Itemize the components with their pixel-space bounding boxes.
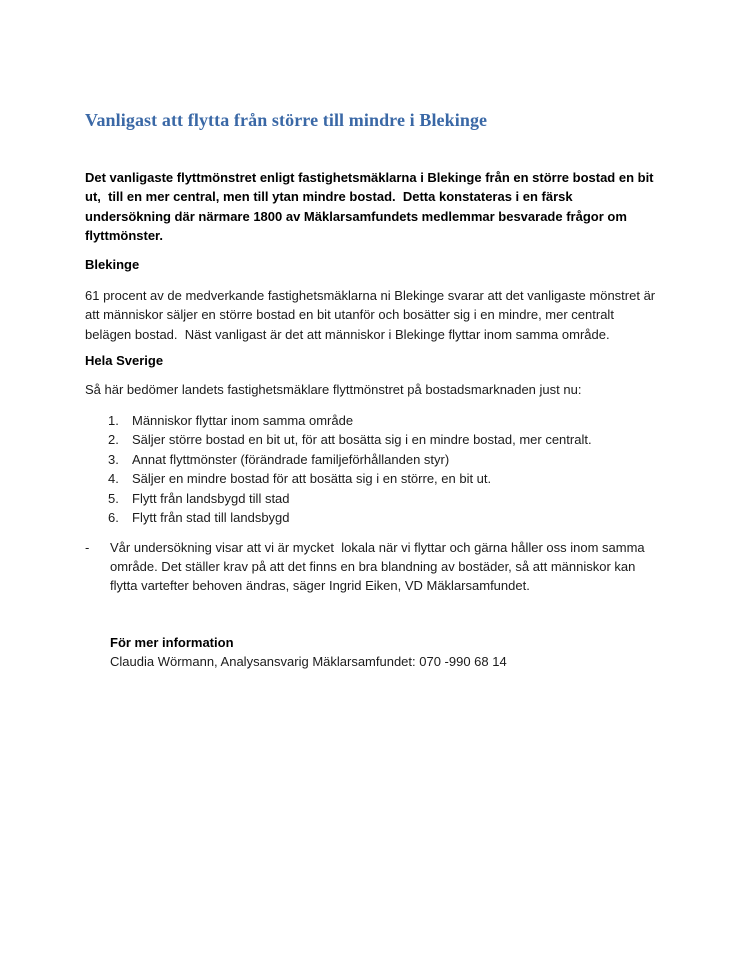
list-item-number: 1. — [108, 413, 119, 429]
list-item-number: 2. — [108, 432, 119, 448]
list-item-text: Flytt från stad till landsbygd — [132, 510, 290, 526]
list-item — [108, 469, 661, 488]
list-item-number: 4. — [108, 471, 119, 487]
list-item-text: Säljer större bostad en bit ut, för att bosätta sig i en mindre bostad, mer centralt. — [132, 432, 592, 448]
section-heading-hela-sverige: Hela Sverige — [85, 353, 164, 369]
quote-dash: - — [85, 539, 90, 555]
list-item-number: 3. — [108, 451, 119, 467]
contact-heading: För mer information — [110, 634, 234, 650]
list-item-number: 5. — [108, 490, 119, 506]
list-item-text: Människor flyttar inom samma område — [132, 413, 354, 429]
move-pattern-list — [108, 411, 661, 527]
list-item — [108, 489, 661, 508]
intro-paragraph: Det vanligaste flyttmönstret enligt fastighetsmäklarna i Blekinge från en större bostad en bit ut, till en mer central, men till ytan mindre bostad. Detta konstateras i en färsk undersökning där närmare 1800 av Mäklarsamfundets medlemmar besvarade frågor om flyttmönster. — [85, 170, 658, 244]
list-item-text: Säljer en mindre bostad för att bosätta sig i en större, en bit ut. — [132, 471, 492, 487]
list-item-text: Annat flyttmönster (förändrade familjeförhållanden styr) — [132, 451, 450, 467]
contact-block — [110, 633, 661, 672]
list-item — [108, 450, 661, 469]
quote-paragraph — [85, 538, 661, 596]
list-item-number: 6. — [108, 510, 119, 526]
page-title: Vanligast att flytta från större till mindre i Blekinge — [85, 110, 488, 130]
quote-text: Vår undersökning visar att vi är mycket lokala när vi flyttar och gärna håller oss inom samma område. Det ställer krav på att det finns en bra blandning av bostäder, så att människor kan flytta vartefter behoven ändras, säger Ingrid Eiken, VD Mäklarsamfundet. — [110, 539, 649, 594]
list-item — [108, 411, 661, 430]
section-heading-blekinge: Blekinge — [85, 256, 140, 272]
list-item — [108, 508, 661, 527]
list-item-text: Flytt från landsbygd till stad — [132, 490, 290, 506]
blekinge-paragraph: 61 procent av de medverkande fastighetsmäklarna ni Blekinge svarar att det vanligaste mönstret är att människor säljer en större bostad en bit utanför och bosätter sig i en mindre, mer centralt belägen bostad. Näst vanligast är det att människor i Blekinge flyttar inom samma område. — [85, 288, 659, 342]
contact-line: Claudia Wörmann, Analysansvarig Mäklarsamfundet: 070 -990 68 14 — [110, 654, 507, 670]
list-item — [108, 430, 661, 449]
hela-sverige-lead: Så här bedömer landets fastighetsmäklare flyttmönstret på bostadsmarknaden just nu: — [85, 381, 582, 397]
